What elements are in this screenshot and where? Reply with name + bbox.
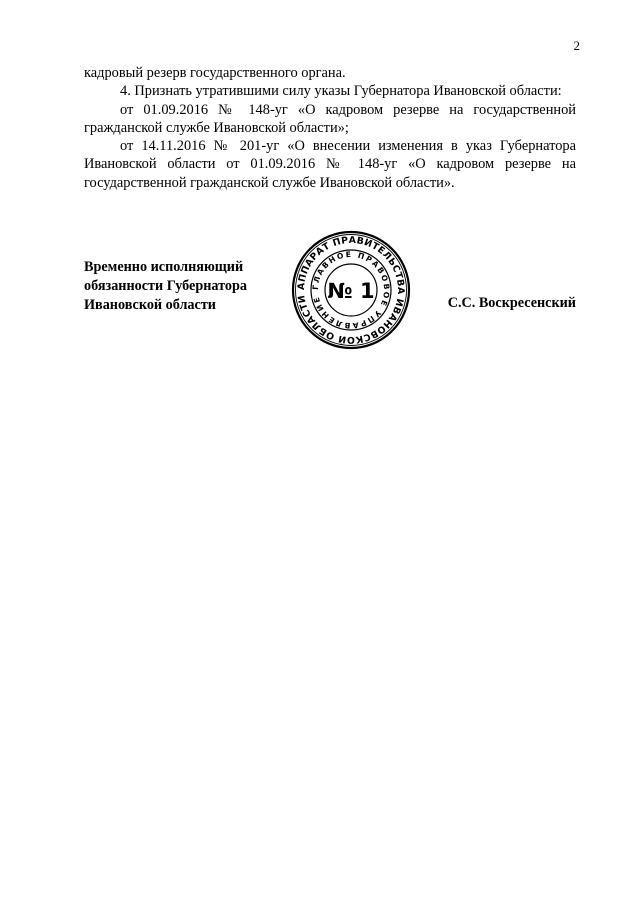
seal-number: № 1 xyxy=(327,279,375,303)
paragraph-decree-148: от 01.09.2016 № 148-уг «О кадровом резерве на государственной гражданской службе Ивановской области»; xyxy=(84,101,576,136)
signer-title-line: Ивановской области xyxy=(84,297,216,313)
paragraph-item-4: 4. Признать утратившими силу указы Губернатора Ивановской области: xyxy=(120,83,562,100)
signer-name: С.С. Воскресенский xyxy=(447,295,576,311)
seal-outer-text: АППАРАТ ПРАВИТЕЛЬСТВА ИВАНОВСКОЙ ОБЛАСТИ xyxy=(295,234,407,346)
signer-title-line: обязанности Губернатора xyxy=(84,278,247,294)
document-body xyxy=(84,64,576,192)
paragraph-continuation: кадровый резерв государственного органа. xyxy=(84,65,346,81)
signer-title xyxy=(84,258,284,315)
official-seal xyxy=(290,229,412,351)
seal-inner-text: ГЛАВНОЕ ПРАВОВОЕ УПРАВЛЕНИЕ xyxy=(310,249,392,331)
paragraph-decree-201: от 14.11.2016 № 201-уг «О внесении изменения в указ Губернатора Ивановской области от 01.09.2016 № 148-уг «О кадровом резерве на государственной гражданской службе Ивановской области». xyxy=(84,138,576,191)
page-number: 2 xyxy=(573,38,580,53)
signer-title-line: Временно исполняющий xyxy=(84,259,244,275)
